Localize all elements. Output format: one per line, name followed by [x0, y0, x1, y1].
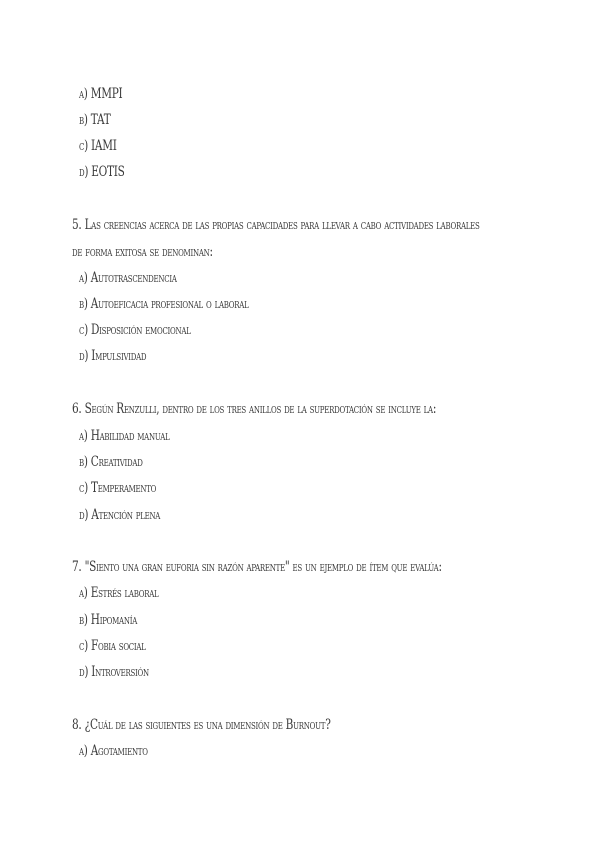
q5-option-d: d) Impulsividad [79, 348, 147, 364]
q6-option-c: c) Temperamento [79, 480, 157, 496]
q8-question-text: 8. ¿Cuál de las siguientes es una dimensión de Burnout? [72, 717, 331, 733]
q5-option-a: a) Autotrascendencia [79, 270, 177, 286]
q8-option-a: a) Agotamiento [79, 743, 148, 759]
q6-question-text: 6. Según Renzulli, dentro de los tres anillos de la superdotación se incluye la: [72, 401, 437, 417]
q7-option-b: b) Hipomanía [79, 612, 138, 628]
q4-option-a: a) MMPI [79, 86, 123, 102]
q5-question-text-cont: de forma exitosa se denominan: [72, 244, 213, 260]
q4-option-c: c) IAMI [79, 138, 117, 154]
q7-option-d: d) Introversión [79, 664, 149, 680]
q4-option-d: d) EOTIS [79, 164, 125, 180]
q5-option-c: c) Disposición emocional [79, 322, 191, 338]
q4-option-b: b) TAT [79, 112, 111, 128]
q7-option-c: c) Fobia social [79, 638, 146, 654]
q7-option-a: a) Estrés laboral [79, 585, 159, 601]
q6-option-d: d) Atención plena [79, 507, 161, 523]
q5-option-b: b) Autoeficacia profesional o laboral [79, 296, 249, 312]
q5-question-text: 5. Las creencias acerca de las propias capacidades para llevar a cabo actividades laborales [72, 217, 480, 233]
q7-question-text: 7. "Siento una gran euforia sin razón aparente" es un ejemplo de ítem que evalúa: [72, 559, 442, 575]
q6-option-a: a) Habilidad manual [79, 428, 170, 444]
q6-option-b: b) Creatividad [79, 454, 143, 470]
